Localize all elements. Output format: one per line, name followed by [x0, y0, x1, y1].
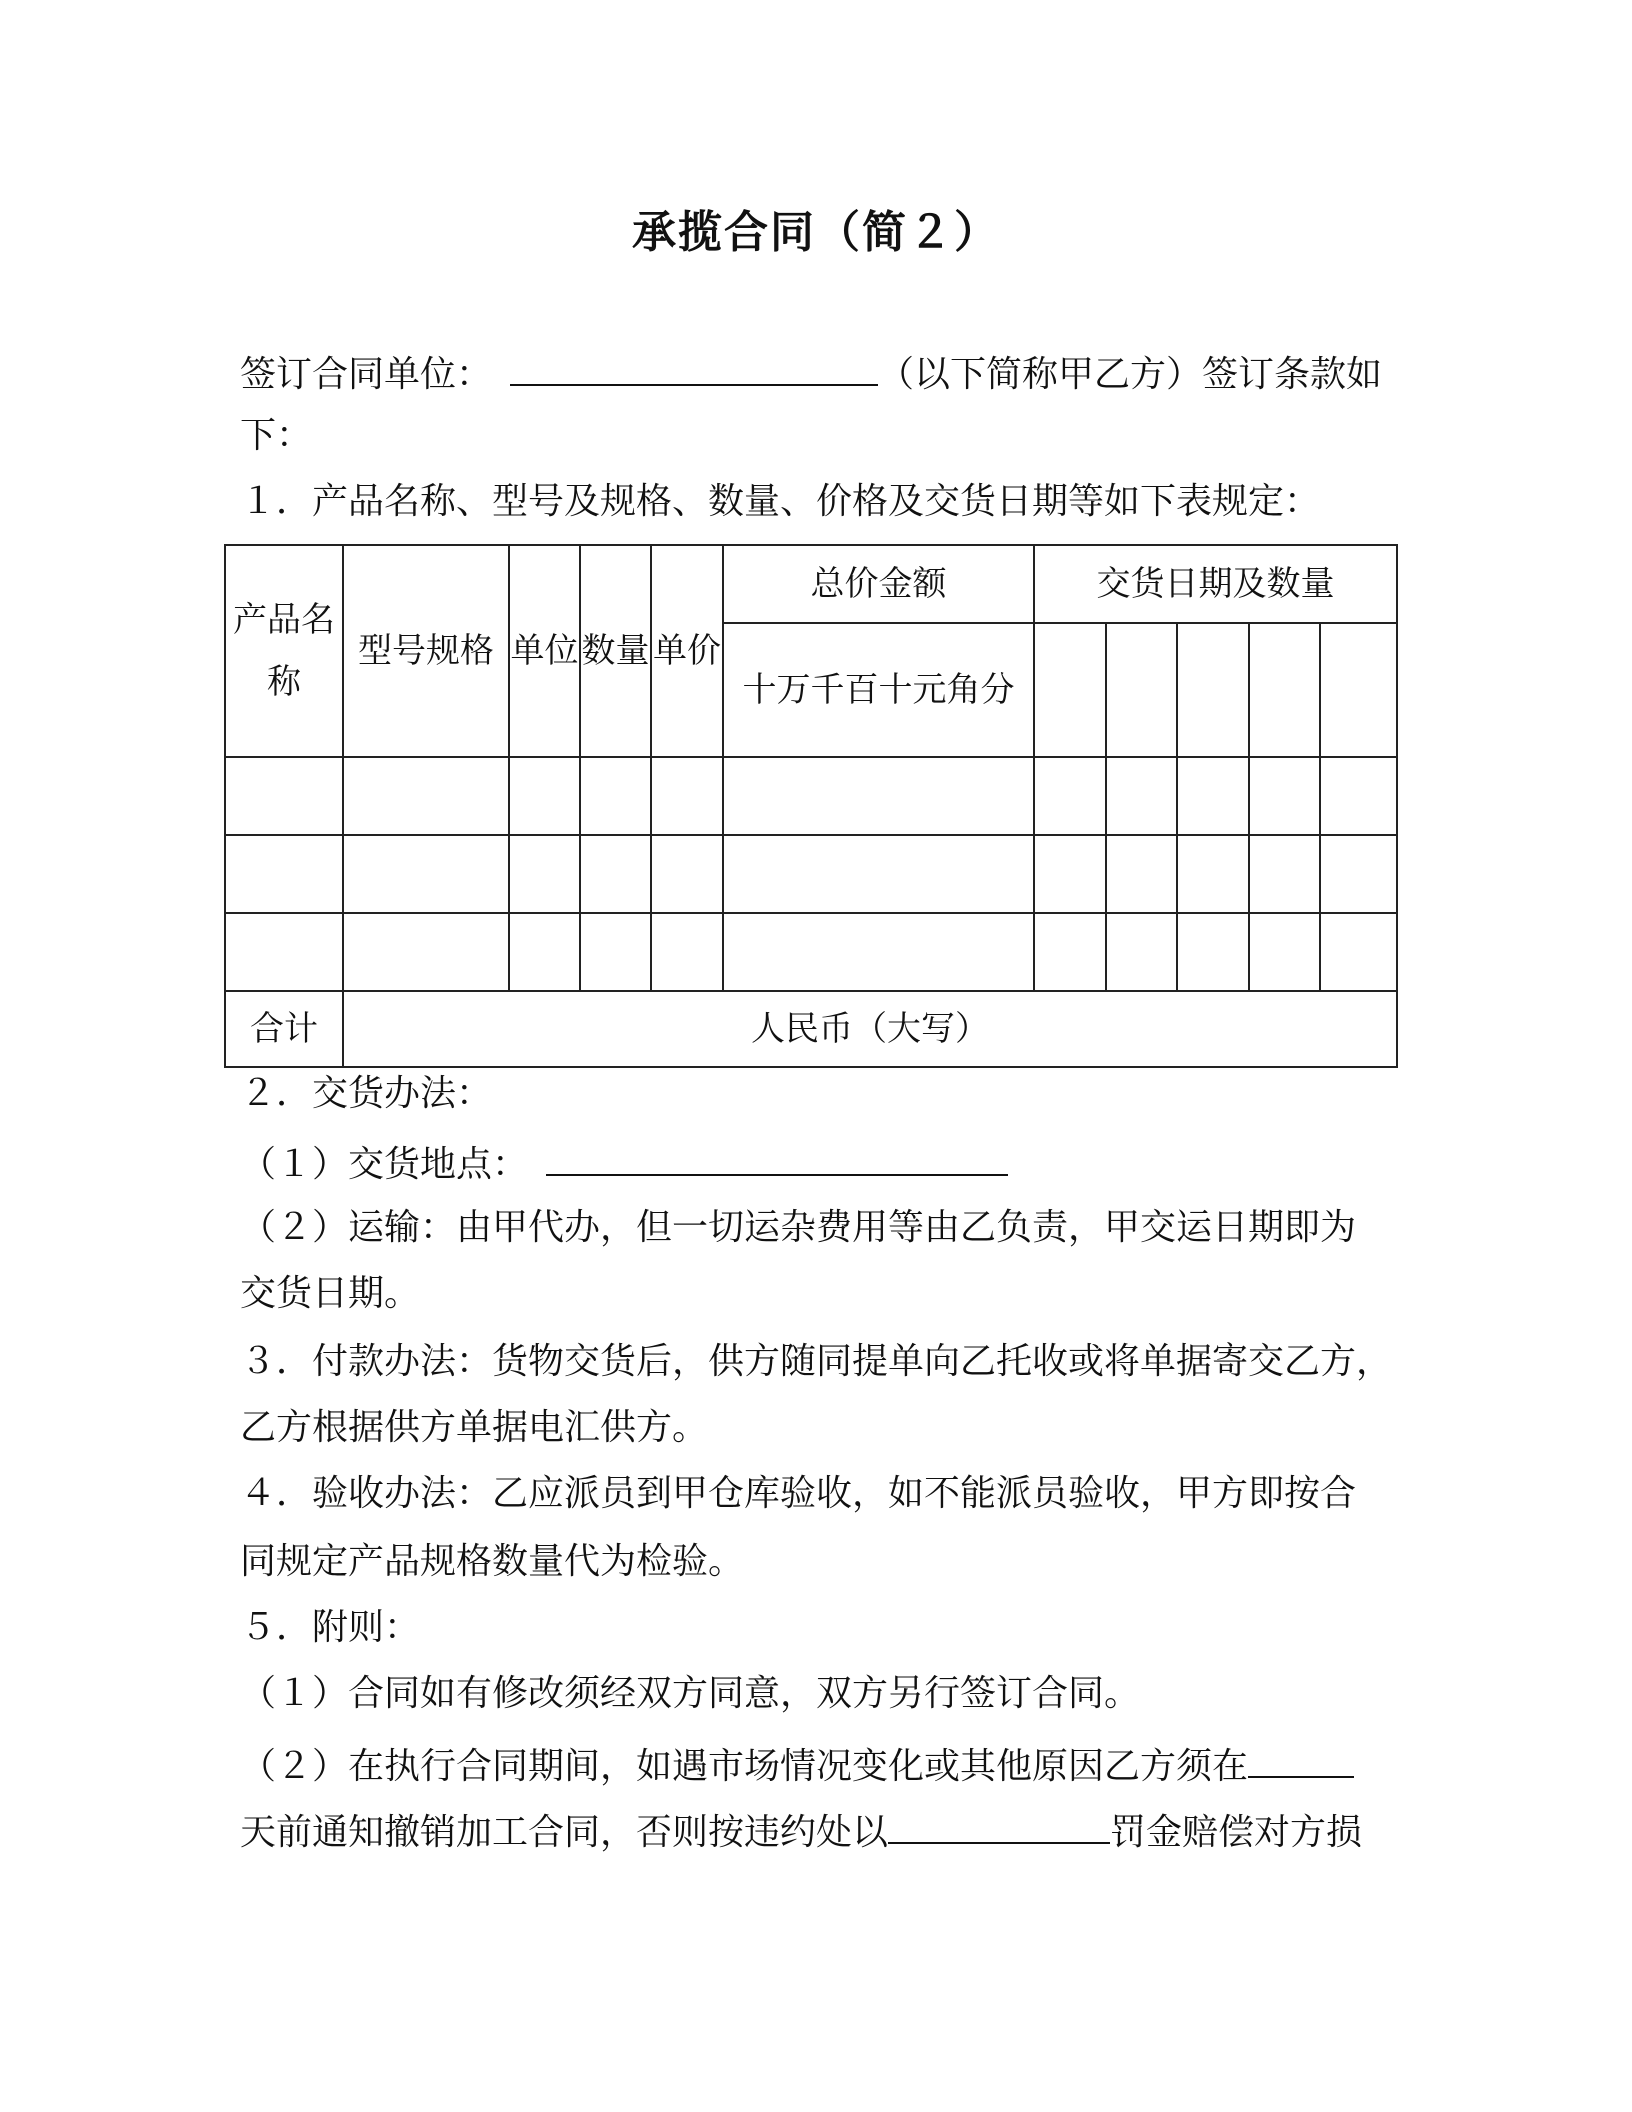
delivery-cell[interactable] — [1177, 623, 1249, 757]
table-cell[interactable] — [1106, 913, 1177, 991]
table-cell[interactable] — [1320, 835, 1397, 913]
table-cell[interactable] — [723, 913, 1034, 991]
intro-suffix: （以下简称甲乙方）签订条款如 — [878, 354, 1383, 395]
table-cell[interactable] — [651, 913, 723, 991]
table-cell[interactable] — [225, 757, 343, 835]
table-cell[interactable] — [1034, 835, 1106, 913]
header-model-spec: 型号规格 — [343, 545, 509, 757]
table-cell[interactable] — [1034, 757, 1106, 835]
header-total-amount: 总价金额 — [723, 545, 1034, 623]
intro-line-2: 下： — [240, 415, 313, 456]
table-cell[interactable] — [723, 835, 1034, 913]
clause-5-item-2 — [240, 1740, 1390, 1789]
clause-3-cont: 乙方根据供方单据电汇供方。 — [240, 1407, 709, 1448]
clause-2-item-2-cont: 交货日期。 — [240, 1273, 421, 1314]
table-cell[interactable] — [343, 835, 509, 913]
delivery-place-blank[interactable] — [546, 1138, 1008, 1176]
clause-2-item-1 — [240, 1138, 1390, 1187]
notice-days-blank[interactable] — [1248, 1740, 1354, 1778]
header-unit: 单位 — [509, 545, 580, 757]
clause-2-item-2: （２）运输：由甲代办，但一切运杂费用等由乙负责，甲交运日期即为 — [240, 1207, 1357, 1248]
table-cell[interactable] — [1249, 913, 1320, 991]
table-cell[interactable] — [580, 913, 651, 991]
header-product-name: 产品名称 — [225, 545, 343, 757]
delivery-cell[interactable] — [1320, 623, 1397, 757]
clause-5-item-1: （１）合同如有修改须经双方同意，双方另行签订合同。 — [240, 1673, 1141, 1714]
delivery-place-label: （１）交货地点： — [240, 1144, 529, 1185]
table-cell[interactable] — [1177, 757, 1249, 835]
header-delivery: 交货日期及数量 — [1034, 545, 1397, 623]
delivery-cell[interactable] — [1106, 623, 1177, 757]
table-cell[interactable] — [1106, 835, 1177, 913]
table-cell[interactable] — [580, 757, 651, 835]
header-amount-digits: 十万千百十元角分 — [723, 623, 1034, 757]
table-cell[interactable] — [509, 913, 580, 991]
rmb-amount-label[interactable]: 人民币（大写） — [343, 991, 1397, 1067]
product-table — [224, 544, 1398, 1068]
table-cell[interactable] — [225, 913, 343, 991]
intro-label: 签订合同单位： — [240, 354, 493, 395]
table-cell[interactable] — [225, 835, 343, 913]
total-row — [225, 991, 1397, 1067]
clause-2-heading: ２．交货办法： — [240, 1073, 493, 1114]
party-name-blank[interactable] — [510, 348, 878, 386]
table-row — [225, 835, 1397, 913]
table-cell[interactable] — [1249, 757, 1320, 835]
intro-line — [240, 348, 1390, 397]
clause-5-heading: ５．附则： — [240, 1607, 421, 1648]
clause-3: ３．付款办法：货物交货后，供方随同提单向乙托收或将单据寄交乙方， — [240, 1341, 1393, 1382]
table-cell[interactable] — [343, 757, 509, 835]
total-label: 合计 — [225, 991, 343, 1067]
table-cell[interactable] — [1320, 913, 1397, 991]
penalty-amount-blank[interactable] — [888, 1806, 1110, 1844]
delivery-cell[interactable] — [1034, 623, 1106, 757]
table-row — [225, 913, 1397, 991]
table-cell[interactable] — [651, 835, 723, 913]
table-cell[interactable] — [580, 835, 651, 913]
delivery-cell[interactable] — [1249, 623, 1320, 757]
table-cell[interactable] — [1034, 913, 1106, 991]
table-cell[interactable] — [1320, 757, 1397, 835]
document-title: 承揽合同（简２） — [632, 207, 1000, 258]
clause-5-item-2-text: （２）在执行合同期间，如遇市场情况变化或其他原因乙方须在 — [240, 1746, 1249, 1787]
table-cell[interactable] — [509, 835, 580, 913]
header-unit-price: 单价 — [651, 545, 723, 757]
table-cell[interactable] — [651, 757, 723, 835]
table-cell[interactable] — [509, 757, 580, 835]
clause-1: １．产品名称、型号及规格、数量、价格及交货日期等如下表规定： — [240, 481, 1321, 522]
table-cell[interactable] — [723, 757, 1034, 835]
table-cell[interactable] — [1177, 913, 1249, 991]
clause-5-item-2-text-a: 天前通知撤销加工合同，否则按违约处以 — [240, 1812, 889, 1853]
table-cell[interactable] — [1177, 835, 1249, 913]
table-row — [225, 757, 1397, 835]
clause-5-item-2-cont — [240, 1806, 1390, 1855]
clause-4-cont: 同规定产品规格数量代为检验。 — [240, 1541, 745, 1582]
clause-5-item-2-text-b: 罚金赔偿对方损 — [1110, 1812, 1363, 1853]
table-cell[interactable] — [1249, 835, 1320, 913]
clause-4: ４．验收办法：乙应派员到甲仓库验收，如不能派员验收，甲方即按合 — [240, 1473, 1357, 1514]
table-cell[interactable] — [343, 913, 509, 991]
table-cell[interactable] — [1106, 757, 1177, 835]
header-quantity: 数量 — [580, 545, 651, 757]
